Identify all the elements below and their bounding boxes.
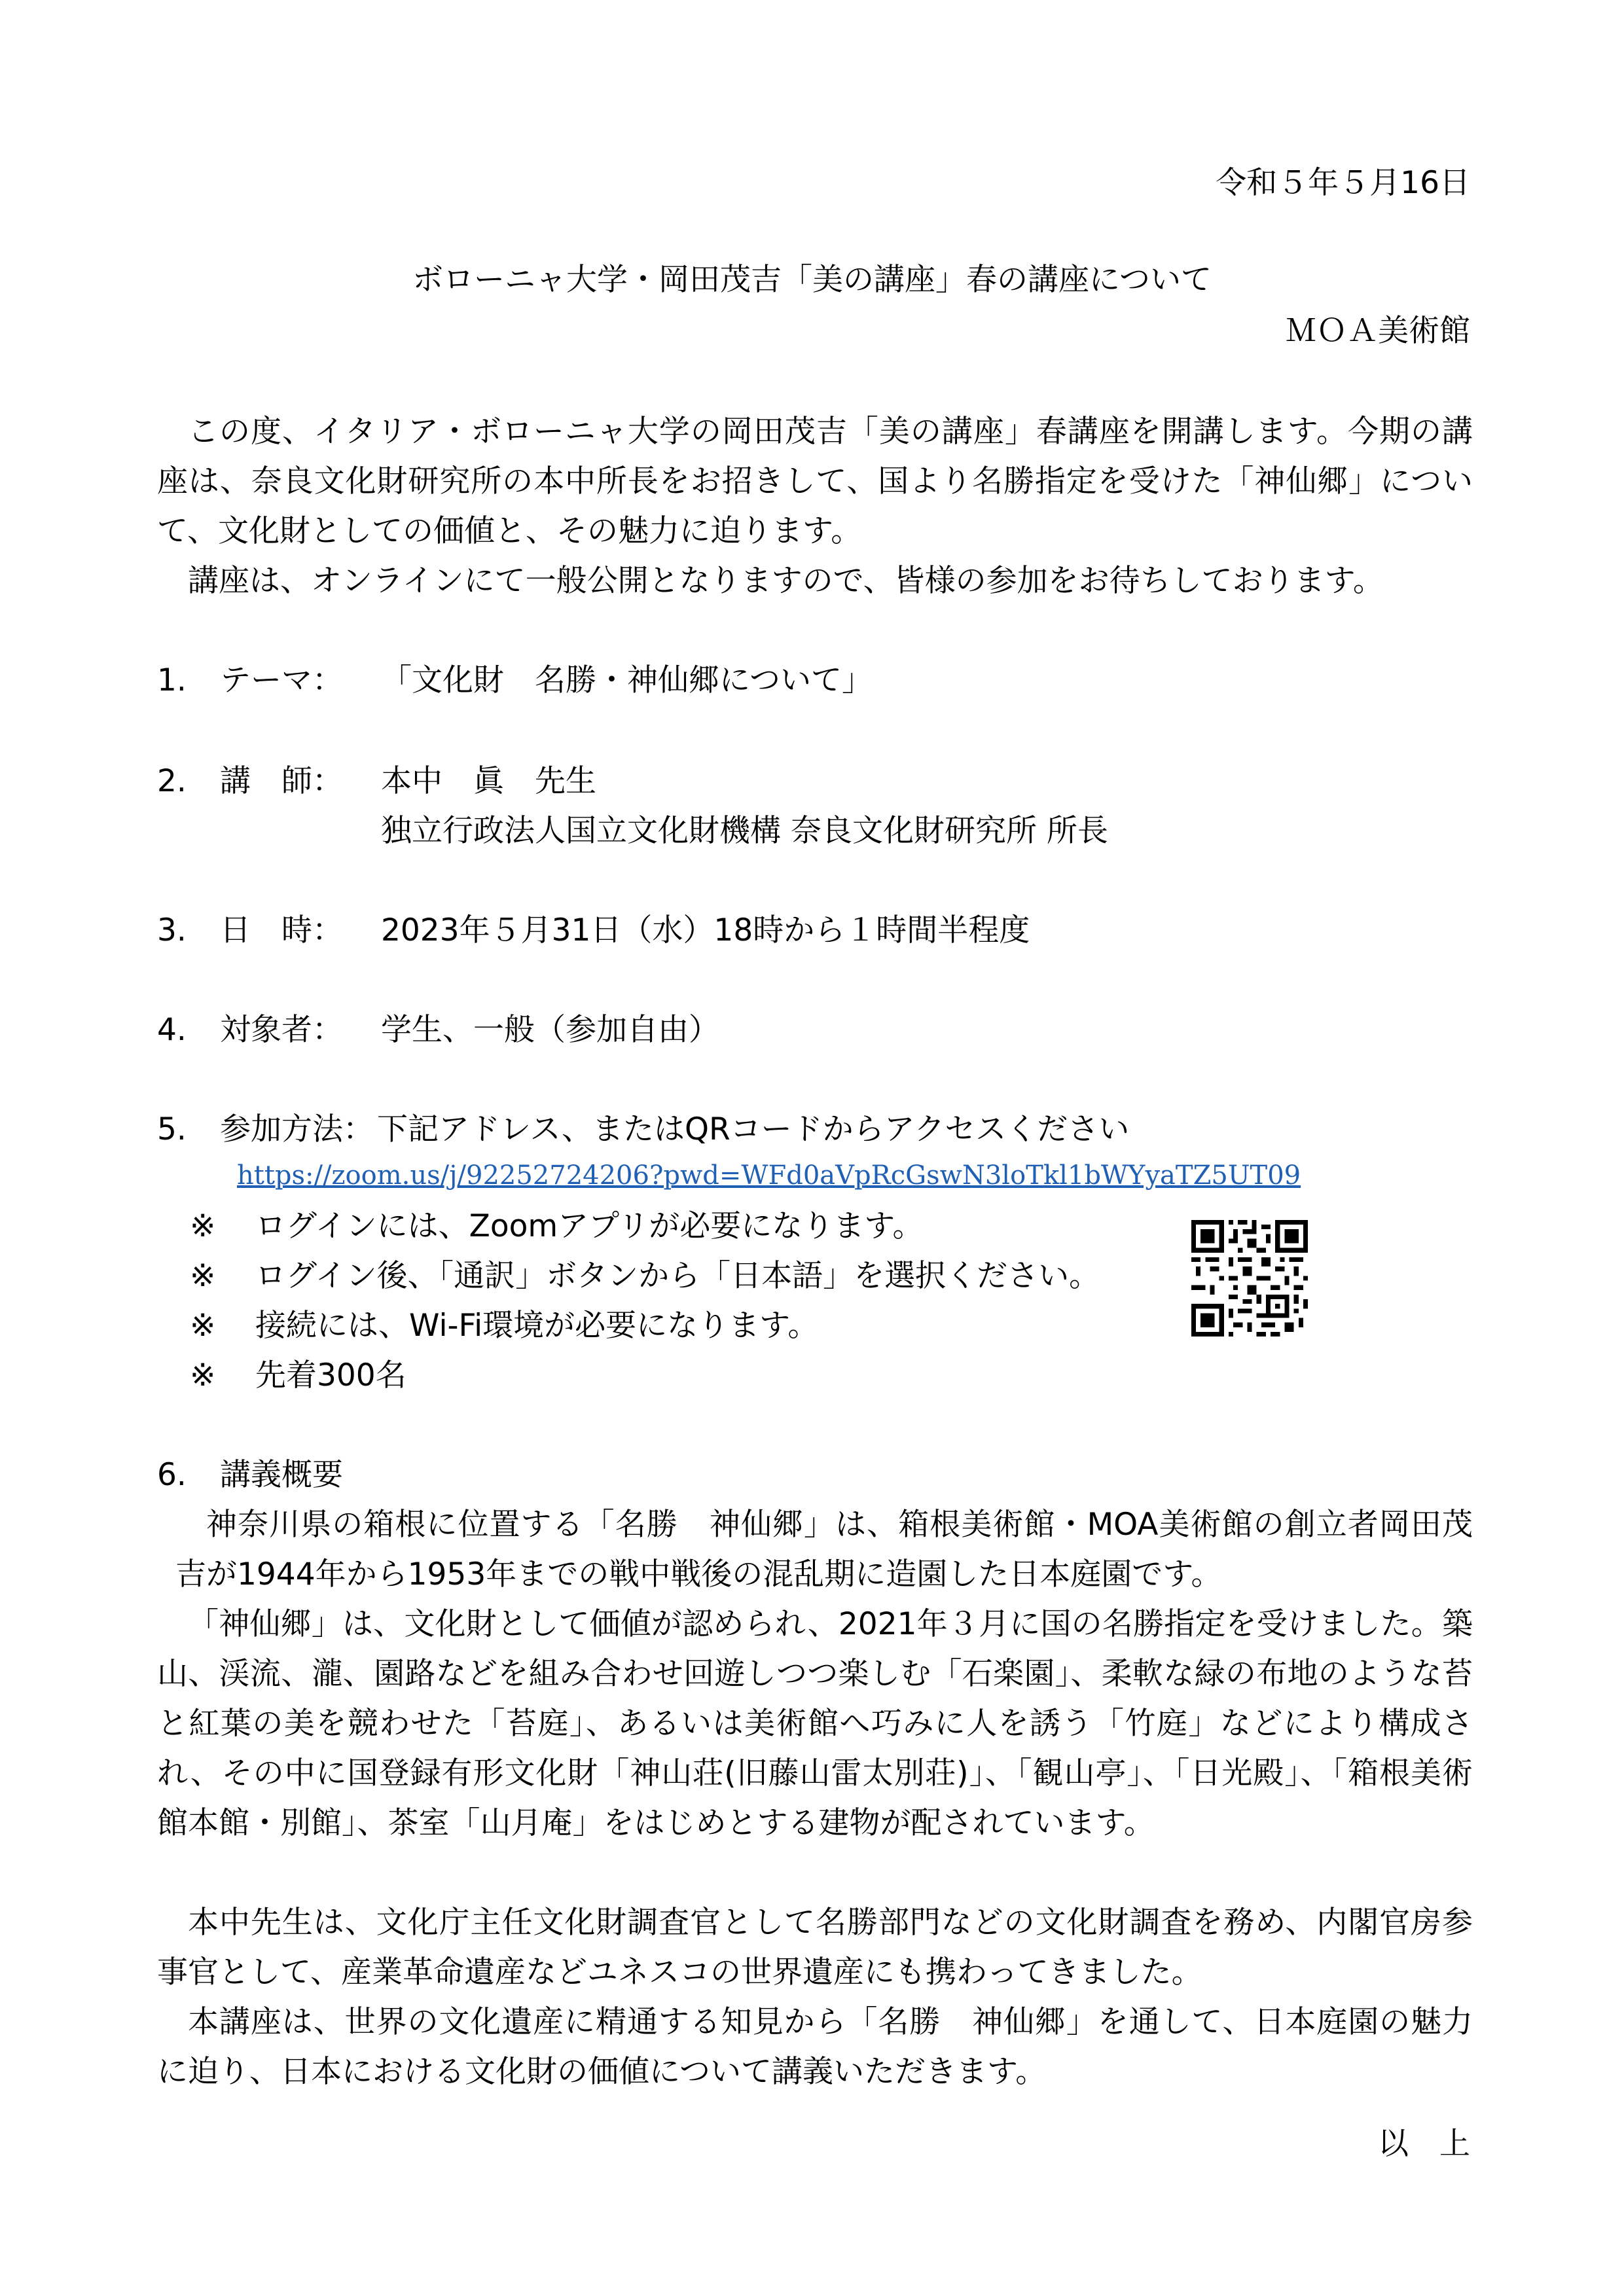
item-value: 学生、一般（参加自由） [381, 1012, 719, 1048]
overview-heading-row [157, 1450, 343, 1500]
access-note [190, 1301, 818, 1351]
item-audience [157, 1005, 719, 1055]
item-datetime [157, 906, 1030, 956]
note-text: 先着300名 [255, 1357, 406, 1393]
note-mark: ※ [190, 1308, 216, 1344]
note-mark: ※ [190, 1357, 216, 1393]
overview-paragraph-2: 「神仙郷」は、文化財として価値が認められ、2021年３月に国の名勝指定を受けました。築山、渓流、瀧、園路などを組み合わせ回遊しつつ楽しむ「石楽園」、柔軟な緑の布地のような苔と紅葉の美を競わせた「苔庭」、あるいは美術館へ巧みに人を誘う「竹庭」などにより構成され、その中に国登録有形文化財「神山荘(旧藤山雷太別荘)」、「観山亭」、「日光殿」、「箱根美術館本館・別館」、茶室「山月庵」をはじめとする建物が配されています。 [157, 1606, 1473, 1841]
intro-paragraph-1: この度、イタリア・ボローニャ大学の岡田茂吉「美の講座」春講座を開講します。今期の講座は、奈良文化財研究所の本中所長をお招きして、国より名勝指定を受けた「神仙郷」について、文化財としての価値と、その魅力に迫ります。 [157, 414, 1473, 549]
access-note [190, 1202, 924, 1251]
zoom-link[interactable]: https://zoom.us/j/92252724206?pwd=WFd0aVpRcGswN3loTkl1bWYyaTZ5UT09 [237, 1160, 1301, 1191]
item-label: テーマ： [220, 662, 343, 698]
intro-paragraph-2: 講座は、オンラインにて一般公開となりますので、皆様の参加をお待ちしております。 [188, 563, 1384, 599]
item-value: 2023年５月31日（水）18時から１時間半程度 [381, 912, 1030, 948]
document-title: ボローニャ大学・岡田茂吉「美の講座」春の講座について [412, 262, 1212, 298]
item-number: 4. [157, 1012, 187, 1048]
overview-paragraph-3: 本中先生は、文化庁主任文化財調査官として名勝部門などの文化財調査を務め、内閣官房参事官として、産業革命遺産などユネスコの世界遺産にも携わってきました。 [157, 1905, 1473, 1990]
qr-code-icon[interactable] [1191, 1220, 1308, 1336]
item-label: 日 時： [220, 912, 343, 948]
access-note [190, 1251, 1100, 1301]
lecturer-affiliation: 独立行政法人国立文化財機構 奈良文化財研究所 所長 [381, 813, 1108, 849]
access-note [190, 1351, 406, 1401]
item-label: 講 師： [220, 763, 343, 799]
closing-mark: 以 上 [1378, 2126, 1470, 2162]
item-label: 参加方法： [220, 1111, 374, 1147]
note-mark: ※ [190, 1258, 216, 1294]
overview-paragraph-4: 本講座は、世界の文化遺産に精通する知見から「名勝 神仙郷」を通して、日本庭園の魅力に迫り、日本における文化財の価値について講義いただきます。 [157, 2004, 1473, 2090]
item-number: 6. [157, 1457, 187, 1493]
item-participation [157, 1105, 1129, 1155]
item-lecturer [157, 757, 596, 806]
item-label: 対象者： [220, 1012, 343, 1048]
item-number: 2. [157, 763, 187, 799]
document-date: 令和５年５月16日 [1216, 165, 1470, 201]
note-mark: ※ [190, 1208, 216, 1244]
item-theme [157, 656, 873, 706]
item-value: 下記アドレス、またはQRコードからアクセスください [377, 1111, 1130, 1147]
note-text: ログイン後、「通訳」ボタンから「日本語」を選択ください。 [255, 1258, 1100, 1294]
item-number: 3. [157, 912, 187, 948]
organization-name: ＭＯＡ美術館 [1286, 313, 1470, 349]
item-value: 「文化財 名勝・神仙郷について」 [381, 662, 873, 698]
note-text: 接続には、Wi-Fi環境が必要になります。 [255, 1308, 819, 1344]
item-number: 5. [157, 1111, 187, 1147]
overview-paragraph-1: 神奈川県の箱根に位置する「名勝 神仙郷」は、箱根美術館・MOA美術館の創立者岡田茂吉が1944年から1953年までの戦中戦後の混乱期に造園した日本庭園です。 [175, 1507, 1473, 1592]
item-number: 1. [157, 662, 187, 698]
overview-heading: 講義概要 [220, 1457, 343, 1493]
note-text: ログインには、Zoomアプリが必要になります。 [255, 1208, 924, 1244]
item-value: 本中 眞 先生 [381, 763, 596, 799]
